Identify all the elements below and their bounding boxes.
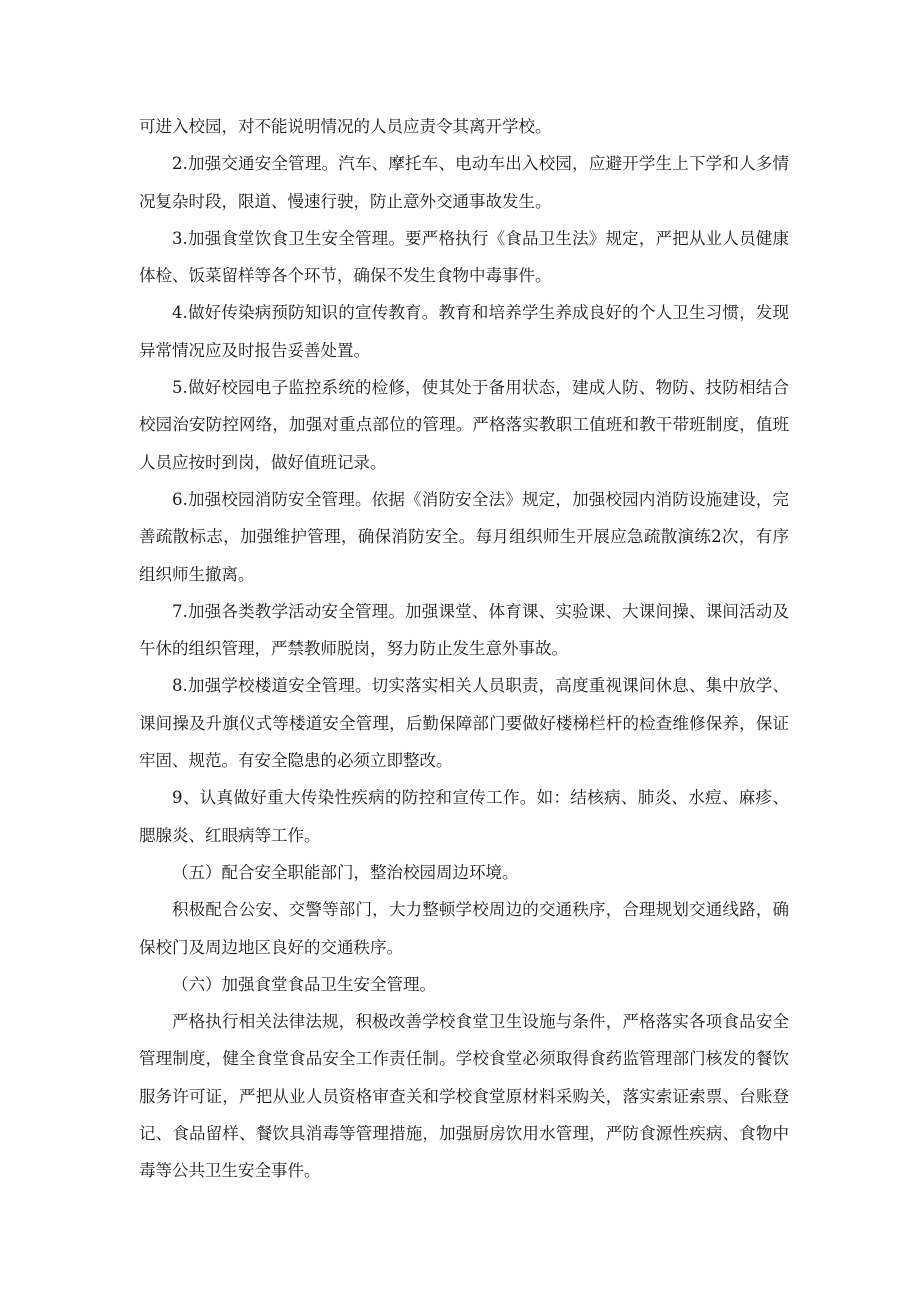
- paragraph-item-2: 2.加强交通安全管理。汽车、摩托车、电动车出入校园，应避开学生上下学和人多情况复杂时段，限道、慢速行驶，防止意外交通事故发生。: [139, 154, 789, 211]
- paragraph-item-8: 8.加强学校楼道安全管理。切实落实相关人员职责，高度重视课间休息、集中放学、课间操及升旗仪式等楼道安全管理，后勤保障部门要做好楼梯栏杆的检查维修保养，保证牢固、规范。有安全隐患的必须立即整改。: [139, 676, 789, 771]
- paragraph-item-9: 9、认真做好重大传染性疾病的防控和宣传工作。如：结核病、肺炎、水痘、麻疹、腮腺炎、红眼病等工作。: [139, 788, 789, 845]
- paragraph-section-6-body: 严格执行相关法律法规，积极改善学校食堂卫生设施与条件，严格落实各项食品安全管理制度，健全食堂食品安全工作责任制。学校食堂必须取得食药监管理部门核发的餐饮服务许可证，严把从业人员资格审查关和学校食堂原材料采购关，落实索证索票、台账登记、食品留样、餐饮具消毒等管理措施，加强厨房饮用水管理，严防食源性疾病、食物中毒等公共卫生安全事件。: [139, 1012, 789, 1181]
- paragraph-section-5-body: 积极配合公安、交警等部门，大力整顿学校周边的交通秩序，合理规划交通线路，确保校门及周边地区良好的交通秩序。: [139, 900, 789, 957]
- document-body: [139, 108, 789, 1190]
- paragraph-item-7: 7.加强各类教学活动安全管理。加强课堂、体育课、实验课、大课间操、课间活动及午休的组织管理，严禁教师脱岗，努力防止发生意外事故。: [139, 601, 789, 659]
- section-heading-5: （五）配合安全职能部门，整治校园周边环境。: [172, 862, 519, 882]
- paragraph-item-5: 5.做好校园电子监控系统的检修，使其处于备用状态，建成人防、物防、技防相结合校园治安防控网络，加强对重点部位的管理。严格落实教职工值班和教干带班制度，值班人员应按时到岗，做好值班记录。: [139, 378, 789, 472]
- section-heading-6: （六）加强食堂食品卫生安全管理。: [172, 974, 436, 994]
- paragraph-item-6: 6.加强校园消防安全管理。依据《消防安全法》规定，加强校园内消防设施建设，完善疏散标志，加强维护管理，确保消防安全。每月组织师生开展应急疏散演练2次，有序组织师生撤离。: [139, 489, 789, 584]
- paragraph-item-3: 3.加强食堂饮食卫生安全管理。要严格执行《食品卫生法》规定，严把从业人员健康体检、饭菜留样等各个环节，确保不发生食物中毒事件。: [139, 228, 789, 286]
- paragraph-continuation: 可进入校园，对不能说明情况的人员应责令其离开学校。: [139, 117, 552, 136]
- paragraph-item-4: 4.做好传染病预防知识的宣传教育。教育和培养学生养成良好的个人卫生习惯，发现异常情况应及时报告妥善处置。: [139, 303, 789, 360]
